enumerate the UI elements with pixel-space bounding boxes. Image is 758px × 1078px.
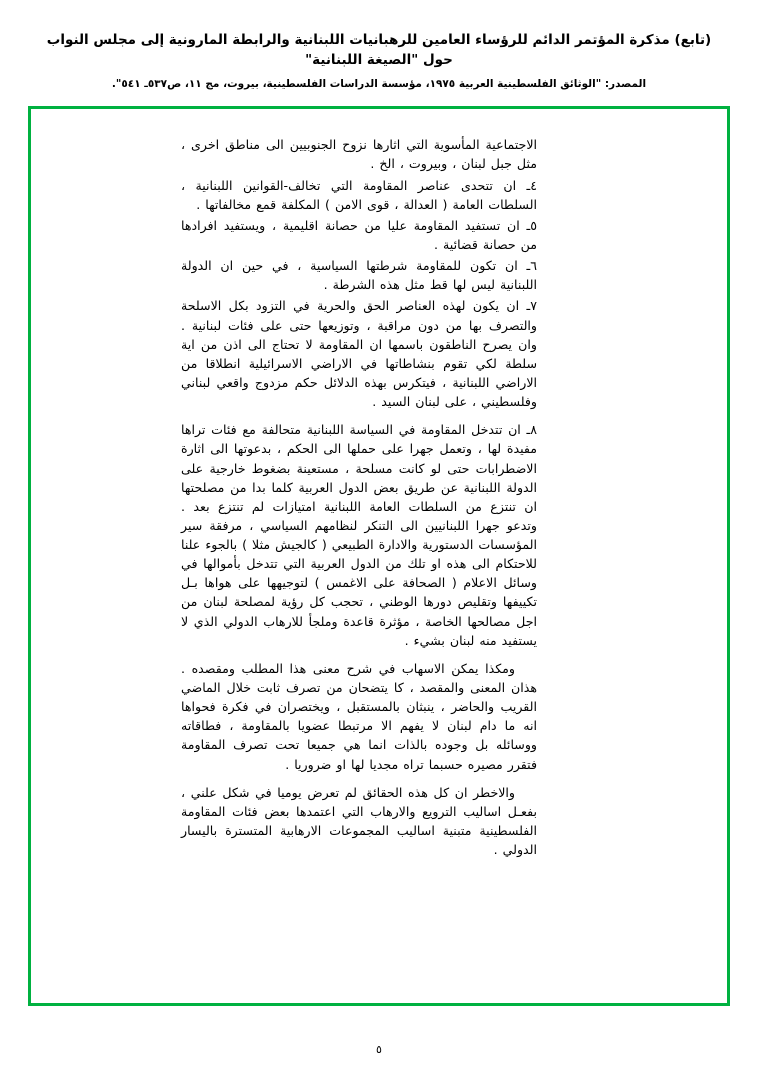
header-title: (تابع) مذكرة المؤتمر الدائم للرؤساء العامين للرهبانيات اللبنانية والرابطة المارونية إلى مجلس النواب حول "الصيغة اللبنانية" [46,32,712,69]
paragraph: ٥ـ ان تستفيد المقاومة عليا من حصانة اقليمية ، ويستفيد افرادها من حصانة قضائية . [181,217,537,252]
page-number: ٥ [376,1043,382,1056]
header-source: المصدر: "الوثائق الفلسطينية العربية ١٩٧٥، مؤسسة الدراسات الفلسطينية، بيروت، مج ١١، ص٥٣٧ـ ٥٤١". [111,77,647,90]
paragraph: ٨ـ ان تتدخل المقاومة في السياسة اللبنانية متحالفة مع فئات تراها مفيدة لها ، وتعمل جهرا على حملها الى الحكم ، بدعوتها الى اثارة الاضطرابات حتى لو كانت مسلحة ، مستعينة بضغوط خارجية على الدولة اللبنانية عن طريق بعض الدول العربية كلما بدا من مصلحتها ان تنتزع من السلطات العامة اللبنانية امتيازات لم تنتزع بعد . وتدعو جهرا اللبنانيين الى التنكر لنظامهم السياسي ، مرفقة سير المؤسسات الدستورية والادارة الطبيعي ( كالجيش مثلا ) بالجوء علنا للاحتكام الى هذه او تلك من الدول العربية التي تتدخل بأموالها في وسائل الاعلام ( الصحافة على الاغمس ) لتوجيهها على هواها بـل تكييفها وتقليص دورها الوطني ، تحجب كل رؤية لمصلحة لبنان من اجل مصالحها الخاصة ، مؤثرة قاعدة وملجأ للارهاب الدولي الذي لا يستفيد منه لبنان بشيء . [181,422,537,648]
paragraph: ومكذا يمكن الاسهاب في شرح معنى هذا المطلب ومقصده . هذان المعنى والمقصد ، كا يتضحان من تصرف ثابت خلال الماضي القريب والحاضر ، ينبثان بالمستقبل ، ويختصران في فكرة فحواها انه ما دام لبنان لا يفهم الا مرتبطا عضويا بالمقاومة ، فطاقاته ووسائله بل وجوده بالذات انما هي جميعا تحت تصرف المقاومة فتقرر مصيره حسبما تراه مجديا لها او ضروريا . [181,660,537,772]
paragraph: ٦ـ ان تكون للمقاومة شرطتها السياسية ، في حين ان الدولة اللبنانية ليس لها قط مثل هذه الشرطة . [181,258,537,293]
green-border-frame [28,106,730,1006]
document-header [28,30,730,92]
paragraph: ٧ـ ان يكون لهذه العناصر الحق والحرية في التزود بكل الاسلحة والتصرف بها من دون مراقبة ، وتوزيعها حتى على فئات لبنانية . وان يصرح الناطقون باسمها ان المقاومة لا تحتاج الى اذن من اية سلطة لكي تقوم بنشاطاتها في الاراضي الاسرائيلية انطلاقا من الاراضي اللبنانية ، فيتكرس بهذه الدلائل حكم مزدوج واقعي لبناني وفلسطيني ، على لبنان السيد . [181,298,537,410]
paragraph: والاخطر ان كل هذه الحقائق لم تعرض يوميا في شكل علني ، بفعـل اساليب الترويع والارهاب التي اعتمدها بعض فئات المقاومة الفلسطينية متبنية اساليب المجموعات الارهابية المتسترة باليسار الدولي . [181,784,537,858]
paragraph: ٤ـ ان تتحدى عناصر المقاومة التي تخالف-القوانين اللبنانية ، السلطات العامة ( العدالة ، قوى الامن ) المكلفة قمع مخالفاتها . [181,177,537,212]
paragraph: الاجتماعية المأسوية التي اثارها نزوح الجنوبيين الى مناطق اخرى ، مثل جبل لبنان ، وبيروت ، الخ . [181,137,537,172]
document-body [181,135,537,861]
